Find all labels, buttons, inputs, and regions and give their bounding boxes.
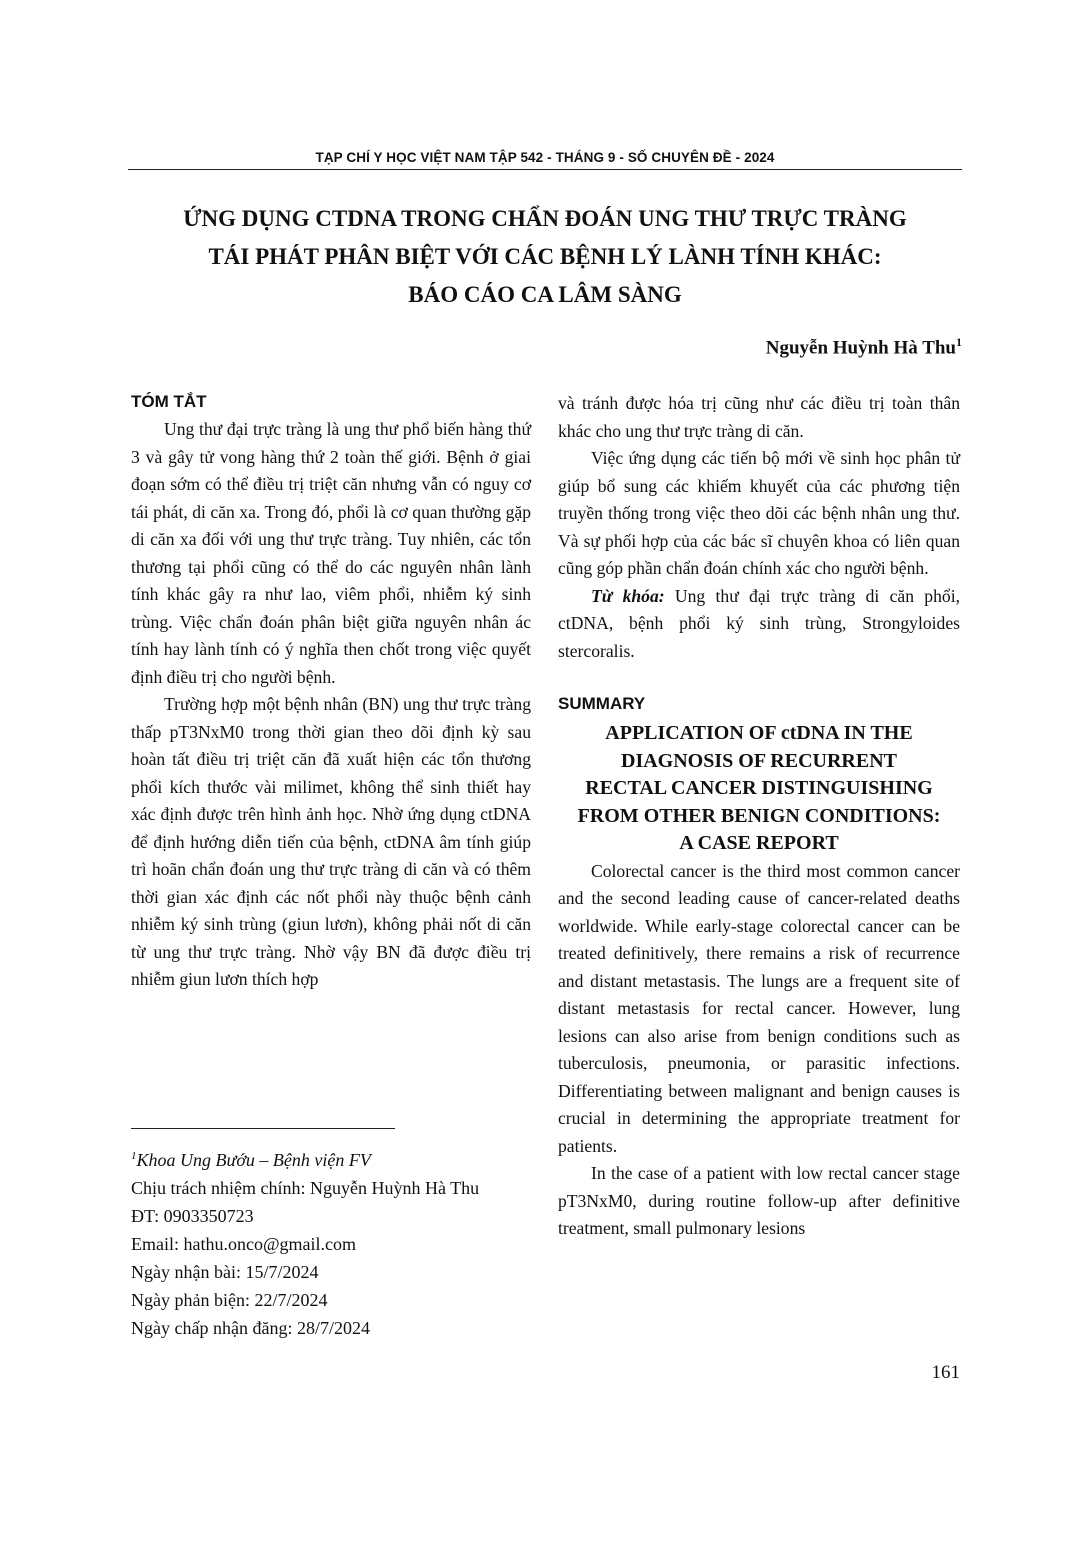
title-line: BÁO CÁO CA LÂM SÀNG — [408, 282, 682, 307]
footnote-accepted: Ngày chấp nhận đăng: 28/7/2024 — [131, 1318, 370, 1338]
summary-paragraph: Colorectal cancer is the third most common cancer and the second leading cause of cancer-related deaths worldwide. While early-stage colorectal cancer can be treated definitively, there remains a risk of recurrence and distant metastasis. The lungs are a frequent site of distant metastasis for rectal cancer. However, lung lesions can also arise from benign conditions such as tuberculosis, pneumonia, or parasitic infections. Differentiating between malignant and benign causes is crucial in determining the appropriate treatment for patients. — [558, 860, 960, 1156]
english-title-line: DIAGNOSIS OF RECURRENT — [621, 749, 897, 772]
footnote-email: Email: hathu.onco@gmail.com — [131, 1234, 357, 1254]
abstract-paragraph: Việc ứng dụng các tiến bộ mới về sinh học phân tử giúp bổ sung các khiếm khuyết của các phương tiện truyền thống trong việc theo dõi các bệnh nhân ung thư. Và sự phối hợp của các bác sĩ chuyên khoa có liên quan cũng góp phần chẩn đoán chính xác cho người bệnh. — [558, 448, 960, 578]
english-title-line: A CASE REPORT — [679, 832, 839, 855]
author-name — [600, 335, 962, 359]
footnote-mark: 1 — [131, 1150, 137, 1162]
footnote-reviewed: Ngày phản biện: 22/7/2024 — [131, 1290, 328, 1310]
footnote-affiliation-text: Khoa Ung Bướu – Bệnh viện FV — [136, 1150, 371, 1170]
english-title-line: RECTAL CANCER DISTINGUISHING — [585, 777, 933, 800]
english-title-line: FROM OTHER BENIGN CONDITIONS: — [577, 804, 941, 827]
footnote-received: Ngày nhận bài: 15/7/2024 — [131, 1262, 319, 1282]
abstract-paragraph: Ung thư đại trực tràng là ung thư phổ biến hàng thứ 3 và gây tử vong hàng thứ 2 toàn thế giới. Bệnh ở giai đoạn sớm có thể điều trị triệt căn nhưng vẫn có nguy cơ tái phát, di căn xa. Trong đó, phổi là cơ quan thường gặp di căn xa đối với ung thư trực tràng. Tuy nhiên, các tổn thương tại phổi cũng có thể do các nguyên nhân lành tính khác gây ra như lao, viêm phổi, nhiễm ký sinh trùng. Việc chẩn đoán phân biệt giữa nguyên nhân ác tính hay lành tính có ý nghĩa then chốt trong việc quyết định điều trị cho người bệnh. — [131, 419, 531, 687]
footnote-corresponding: Chịu trách nhiệm chính: Nguyễn Huỳnh Hà Thu — [131, 1178, 480, 1198]
title-line: ỨNG DỤNG CTDNA TRONG CHẨN ĐOÁN UNG THƯ TRỰC TRÀNG — [183, 206, 907, 231]
abstract-heading: TÓM TẮT — [131, 392, 207, 411]
author-affiliation-mark: 1 — [956, 335, 962, 349]
footnote-affiliation — [131, 1142, 551, 1174]
right-column — [558, 390, 960, 1243]
header-divider — [128, 169, 962, 170]
footnotes — [131, 1142, 551, 1342]
left-column — [131, 388, 531, 994]
english-title-line: APPLICATION OF ctDNA IN THE — [605, 722, 913, 744]
article-title — [128, 200, 962, 314]
footnote-phone: ĐT: 0903350723 — [131, 1206, 254, 1226]
journal-header: TẠP CHÍ Y HỌC VIỆT NAM TẬP 542 - THÁNG 9 - SỐ CHUYÊN ĐỀ - 2024 — [315, 150, 775, 165]
keywords-text: Ung thư đại trực tràng di căn phổi, ctDNA, bệnh phổi ký sinh trùng, Strongyloides stercoralis. — [558, 585, 960, 661]
english-title — [558, 720, 960, 858]
summary-heading: SUMMARY — [558, 694, 646, 713]
title-line: TÁI PHÁT PHÂN BIỆT VỚI CÁC BỆNH LÝ LÀNH TÍNH KHÁC: — [208, 244, 882, 269]
keywords-label: Từ khóa: — [591, 585, 665, 606]
page-number: 161 — [931, 1362, 960, 1383]
abstract-paragraph-continued: và tránh được hóa trị cũng như các điều trị toàn thân khác cho ung thư trực tràng di căn. — [558, 393, 960, 441]
summary-paragraph: In the case of a patient with low rectal cancer stage pT3NxM0, during routine follow-up after definitive treatment, small pulmonary lesions — [558, 1163, 960, 1239]
footnote-divider — [131, 1128, 395, 1129]
keywords — [558, 583, 960, 666]
author-name-text: Nguyễn Huỳnh Hà Thu — [765, 337, 956, 359]
abstract-paragraph: Trường hợp một bệnh nhân (BN) ung thư trực tràng thấp pT3NxM0 trong thời gian theo dõi định kỳ sau hoàn tất điều trị triệt căn đã xuất hiện các tổn thương phổi kích thước vài milimet, không thể sinh thiết hay xác định được trên hình ảnh học. Nhờ ứng dụng ctDNA để định hướng diễn tiến của bệnh, ctDNA âm tính giúp trì hoãn chẩn đoán ung thư trực tràng di căn và có thêm thời gian xác định các nốt phổi này thuộc bệnh cảnh nhiễm ký sinh trùng (giun lươn), không phải nốt di căn từ ung thư trực tràng. Nhờ vậy BN đã được điều trị nhiễm giun lươn thích hợp — [131, 694, 531, 989]
